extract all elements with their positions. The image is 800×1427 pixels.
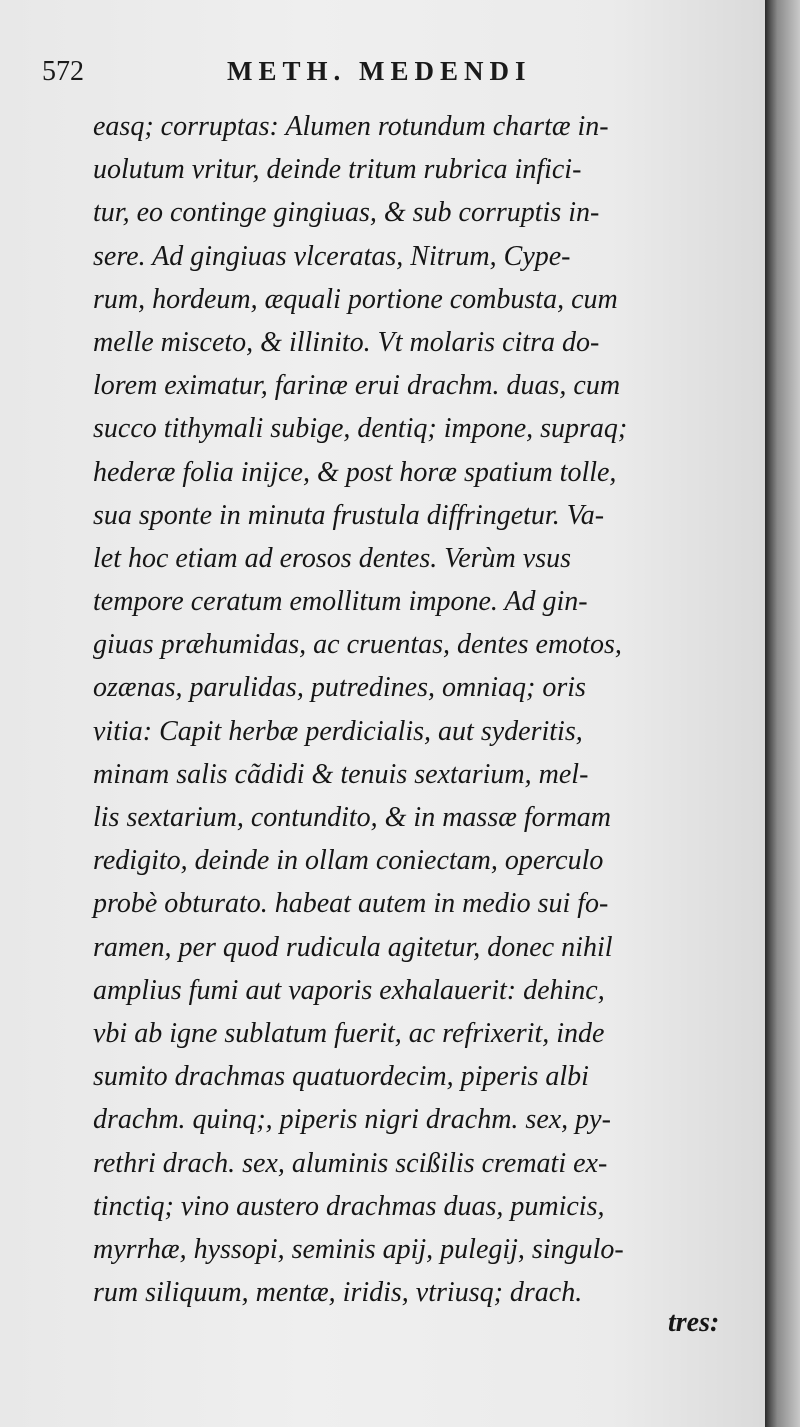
text-line: melle misceto, & illinito. Vt molaris citra do- bbox=[93, 326, 600, 358]
text-line: rum, hordeum, æquali portione combusta, cum bbox=[93, 283, 618, 315]
text-line: tempore ceratum emollitum impone. Ad gin- bbox=[93, 586, 588, 618]
text-line: drachm. quinq;, piperis nigri drachm. sex, py- bbox=[93, 1104, 611, 1136]
text-line: myrrhæ, hyssopi, seminis apij, pulegij, singulo- bbox=[93, 1233, 624, 1265]
text-line: sua sponte in minuta frustula diffringetur. Va- bbox=[93, 499, 605, 531]
text-line: vitia: Capit herbæ perdicialis, aut syderitis, bbox=[93, 715, 583, 747]
text-line: redigito, deinde in ollam coniectam, operculo bbox=[93, 845, 604, 877]
catchword: tres: bbox=[668, 1307, 720, 1338]
text-line: probè obturato. habeat autem in medio sui fo- bbox=[93, 888, 609, 920]
page-header bbox=[42, 56, 602, 96]
text-line: easq; corruptas: Alumen rotundum chartæ in- bbox=[93, 111, 609, 142]
text-line: hederæ folia inijce, & post horæ spatium tolle, bbox=[93, 456, 617, 488]
text-line: minam salis cãdidi & tenuis sextarium, mel- bbox=[93, 758, 589, 790]
text-line: succo tithymali subige, dentiq; impone, supraq; bbox=[93, 413, 628, 445]
text-line: sumito drachmas quatuordecim, piperis albi bbox=[93, 1061, 589, 1093]
text-line: rum siliquum, mentæ, iridis, vtriusq; drach. bbox=[93, 1277, 583, 1309]
body-text bbox=[93, 105, 733, 1314]
text-line: let hoc etiam ad erosos dentes. Verùm vsus bbox=[93, 542, 571, 574]
text-line: tur, eo continge gingiuas, & sub corruptis in- bbox=[93, 197, 600, 229]
text-line: ozænas, parulidas, putredines, omniaq; oris bbox=[93, 672, 586, 704]
text-line: uolutum vritur, deinde tritum rubrica infici- bbox=[93, 154, 582, 186]
text-line: lorem eximatur, farinæ erui drachm. duas, cum bbox=[93, 370, 621, 402]
text-line: rethri drach. sex, aluminis scißilis cremati ex- bbox=[93, 1147, 608, 1179]
text-line: vbi ab igne sublatum fuerit, ac refrixerit, inde bbox=[93, 1017, 605, 1049]
page-number: 572 bbox=[42, 56, 84, 87]
binding-edge bbox=[765, 0, 800, 1427]
text-line: lis sextarium, contundito, & in massæ formam bbox=[93, 802, 612, 833]
text-line: giuas præhumidas, ac cruentas, dentes emotos, bbox=[93, 629, 622, 661]
text-line: tinctiq; vino austero drachmas duas, pumicis, bbox=[93, 1190, 605, 1222]
text-line: ramen, per quod rudicula agitetur, donec nihil bbox=[93, 931, 613, 963]
text-line: sere. Ad gingiuas vlceratas, Nitrum, Cype- bbox=[93, 240, 571, 272]
running-title: METH. MEDENDI bbox=[227, 56, 532, 86]
text-line: amplius fumi aut vaporis exhalauerit: dehinc, bbox=[93, 974, 605, 1006]
